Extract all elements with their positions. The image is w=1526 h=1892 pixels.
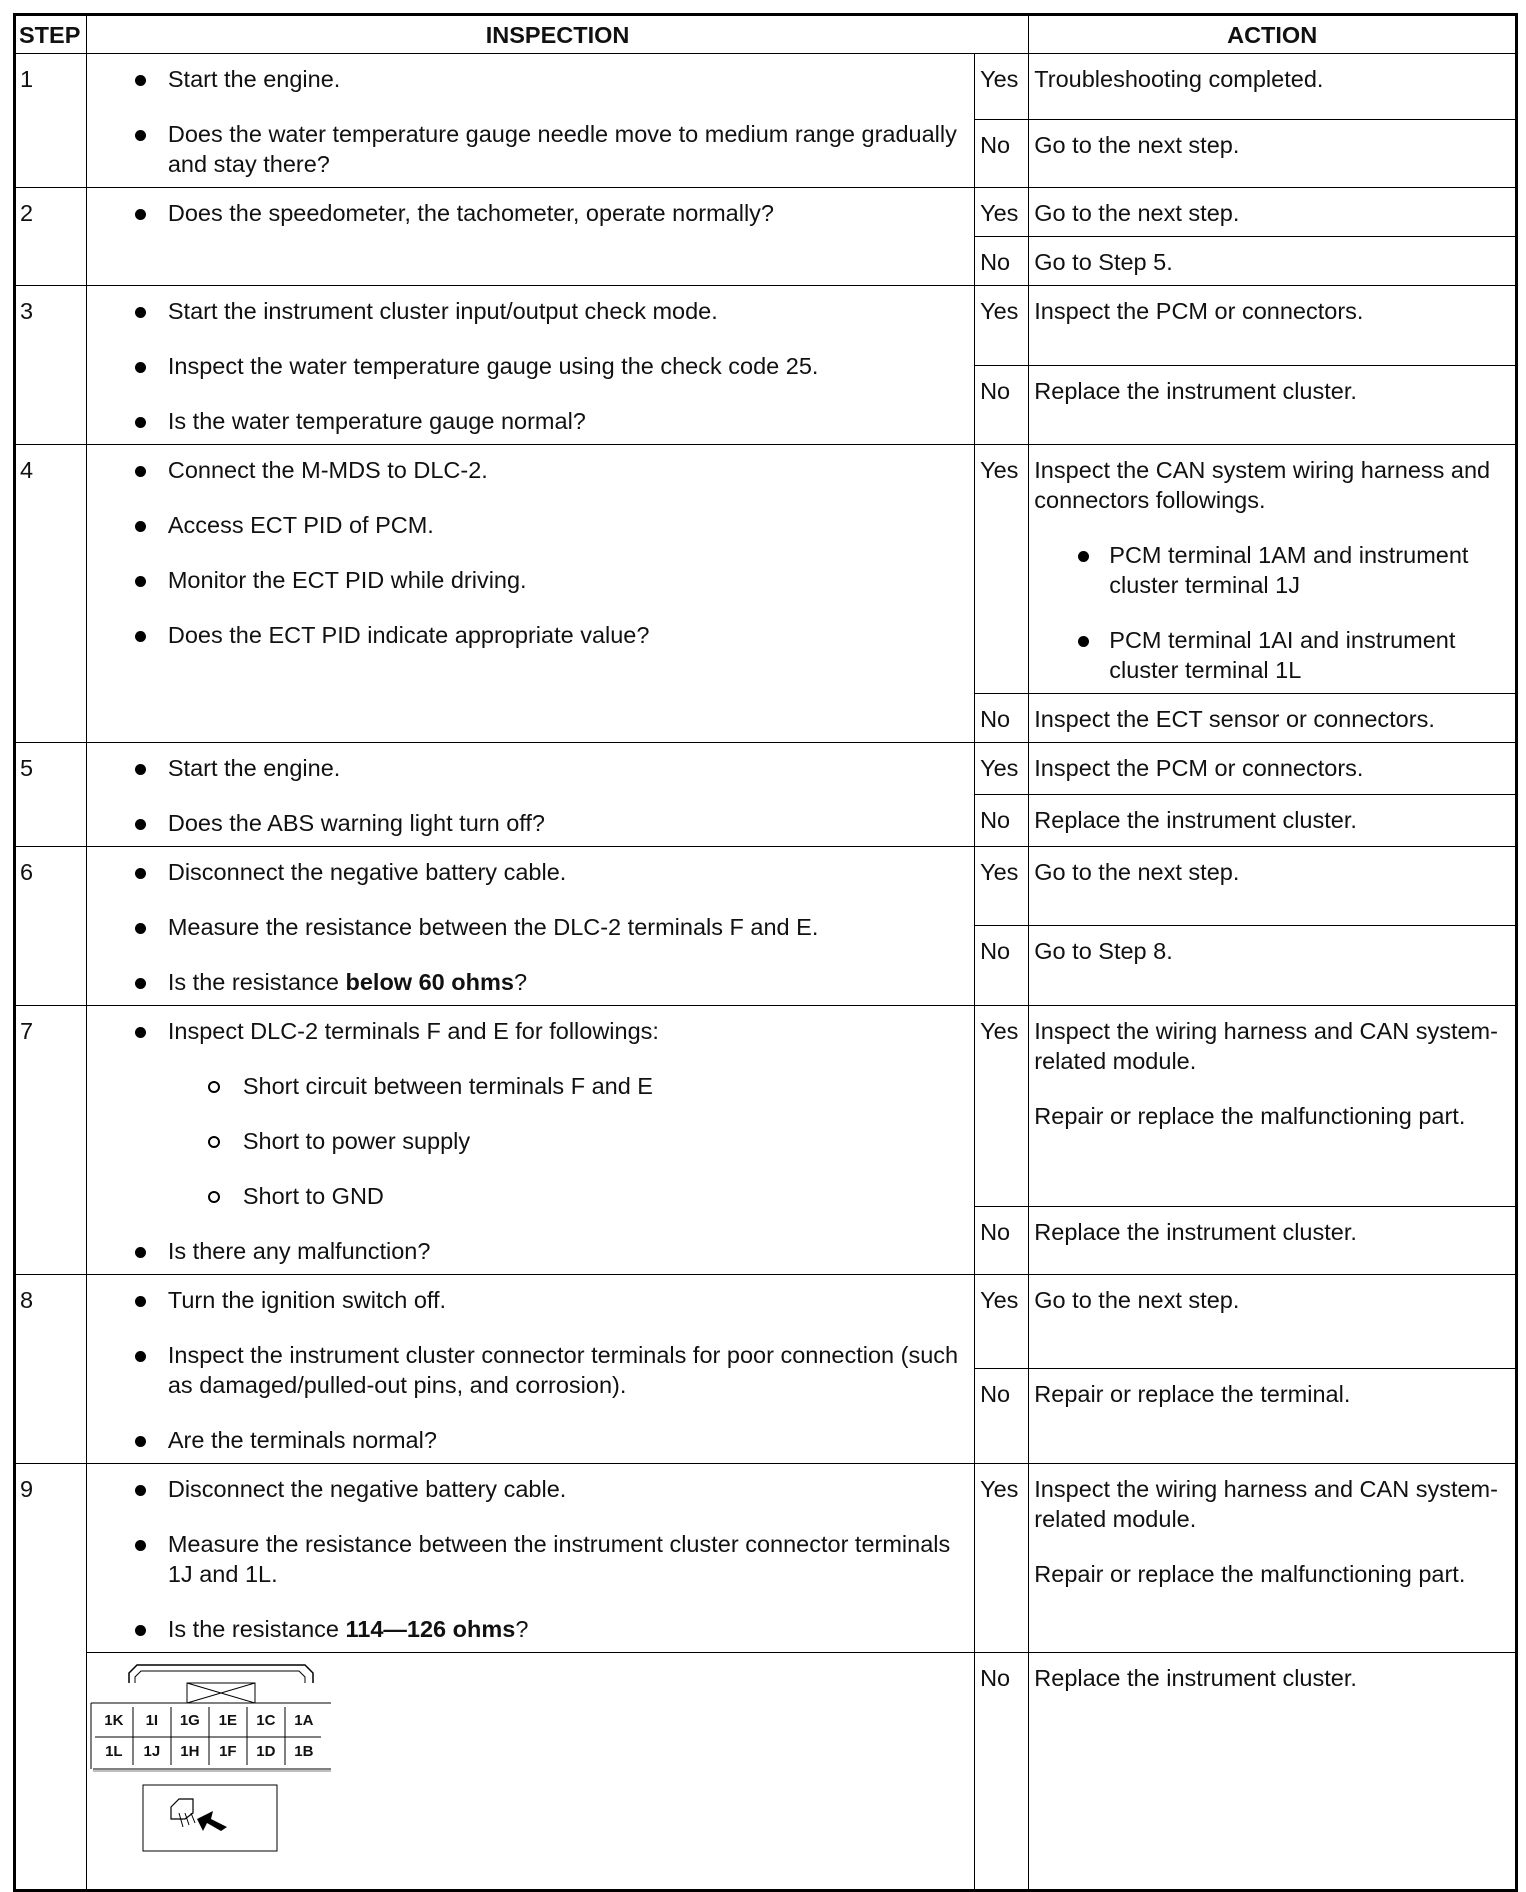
inspection-item: Is the water temperature gauge normal?: [87, 406, 964, 436]
step-number: 3: [15, 286, 87, 445]
step-4-yes-row: [15, 445, 1517, 694]
step-9-yes-row: [15, 1464, 1517, 1653]
harness-connector-sketch: [171, 1799, 193, 1819]
connector-terminal: 1A: [294, 1712, 314, 1729]
connector-terminal: 1F: [219, 1743, 237, 1760]
yes-label: Yes: [975, 188, 1029, 237]
yes-label: Yes: [975, 445, 1029, 694]
step-2-inspection: [86, 188, 974, 286]
yes-label: Yes: [975, 54, 1029, 120]
inspection-item: Does the ECT PID indicate appropriate value?: [87, 620, 964, 650]
yes-action-secondary: Repair or replace the malfunctioning part.: [1034, 1561, 1466, 1587]
no-action: Inspect the ECT sensor or connectors.: [1029, 694, 1517, 743]
inspection-item: Inspect DLC-2 terminals F and E for followings:: [87, 1016, 964, 1046]
yes-action: Inspect the PCM or connectors.: [1029, 286, 1517, 366]
step-number: 1: [15, 54, 87, 188]
inspection-item: Does the speedometer, the tachometer, operate normally?: [87, 198, 964, 228]
header-step: STEP: [15, 15, 87, 54]
inspection-question: Is there any malfunction?: [87, 1236, 964, 1266]
no-label: No: [975, 694, 1029, 743]
troubleshooting-document: [13, 13, 1518, 1892]
no-action: Repair or replace the terminal.: [1029, 1368, 1517, 1463]
question-value: 114—126 ohms: [345, 1616, 516, 1642]
header-inspection: INSPECTION: [86, 15, 1028, 54]
yes-action: Inspect the wiring harness and CAN system-related module.: [1034, 1018, 1498, 1074]
step-5-yes-row: [15, 743, 1517, 795]
connector-terminal: 1J: [143, 1743, 161, 1760]
no-label: No: [975, 1368, 1029, 1463]
inspection-question: [87, 1614, 964, 1644]
step-9-no-row: [15, 1653, 1517, 1891]
connector-terminal: 1D: [256, 1743, 276, 1760]
yes-action-cell: [1029, 1464, 1517, 1653]
yes-label: Yes: [975, 847, 1029, 926]
connector-terminal: 1K: [104, 1712, 124, 1729]
inspection-item: Does the water temperature gauge needle move to medium range gradually and stay there?: [87, 119, 964, 179]
inspection-item: Measure the resistance between the instrument cluster connector terminals 1J and 1L.: [87, 1529, 964, 1589]
inspection-item: Disconnect the negative battery cable.: [87, 857, 964, 887]
step-9-inspection: [86, 1464, 974, 1653]
no-label: No: [975, 925, 1029, 1005]
no-label: No: [975, 1653, 1029, 1891]
inspection-item: Disconnect the negative battery cable.: [87, 1474, 964, 1504]
step-7-inspection: [86, 1006, 974, 1275]
step-6-yes-row: [15, 847, 1517, 926]
no-label: No: [975, 237, 1029, 286]
no-action: Replace the instrument cluster.: [1029, 795, 1517, 847]
step-8-inspection: [86, 1275, 974, 1464]
step-number: 7: [15, 1006, 87, 1275]
no-label: No: [975, 120, 1029, 188]
connector-diagram-cell: [86, 1653, 974, 1891]
header-action: ACTION: [1029, 15, 1517, 54]
inspection-subitem: Short circuit between terminals F and E: [87, 1071, 964, 1101]
no-action: Replace the instrument cluster.: [1029, 365, 1517, 445]
yes-action: Inspect the wiring harness and CAN system-related module.: [1034, 1476, 1498, 1532]
yes-action-cell: [1029, 1006, 1517, 1207]
connector-outline: [87, 1653, 347, 1883]
question-text: Is the resistance: [167, 969, 346, 995]
no-action: Replace the instrument cluster.: [1029, 1653, 1517, 1891]
no-label: No: [975, 1206, 1029, 1274]
inspection-question: [87, 967, 964, 997]
yes-label: Yes: [975, 1006, 1029, 1207]
connector-terminal: 1C: [256, 1712, 276, 1729]
step-number: 9: [15, 1464, 87, 1891]
inspection-item: Start the engine.: [87, 64, 964, 94]
inspection-item: Start the engine.: [87, 753, 964, 783]
step-1-inspection: [86, 54, 974, 188]
troubleshooting-table: [13, 13, 1518, 1892]
no-label: No: [975, 795, 1029, 847]
yes-label: Yes: [975, 1464, 1029, 1653]
yes-action-secondary: Repair or replace the malfunctioning part.: [1034, 1103, 1466, 1129]
step-2-yes-row: [15, 188, 1517, 237]
no-action: Go to Step 5.: [1029, 237, 1517, 286]
inspection-item: Does the ABS warning light turn off?: [87, 808, 964, 838]
yes-label: Yes: [975, 1275, 1029, 1369]
question-mark: ?: [513, 969, 528, 995]
inspection-item: Connect the M-MDS to DLC-2.: [87, 455, 964, 485]
question-text: Is the resistance: [167, 1616, 346, 1642]
inspection-item: Inspect the instrument cluster connector terminals for poor connection (such as damaged/pulled-out pins, and corrosion).: [87, 1340, 964, 1400]
inspection-item: Access ECT PID of PCM.: [87, 510, 964, 540]
yes-action-cell: [1029, 445, 1517, 694]
no-label: No: [975, 365, 1029, 445]
connector-terminal: 1E: [218, 1712, 238, 1729]
step-3-inspection: [86, 286, 974, 445]
step-6-inspection: [86, 847, 974, 1006]
inspection-subitem: Short to GND: [87, 1181, 964, 1211]
inspection-item: Inspect the water temperature gauge using the check code 25.: [87, 351, 964, 381]
yes-action: Inspect the PCM or connectors.: [1029, 743, 1517, 795]
step-number: 6: [15, 847, 87, 1006]
inspection-item: Start the instrument cluster input/output check mode.: [87, 296, 964, 326]
step-3-yes-row: [15, 286, 1517, 366]
no-action: Replace the instrument cluster.: [1029, 1206, 1517, 1274]
step-8-yes-row: [15, 1275, 1517, 1369]
step-5-inspection: [86, 743, 974, 847]
step-1-yes-row: [15, 54, 1517, 120]
connector-terminal: 1H: [180, 1743, 200, 1760]
harness-wires: [179, 1813, 195, 1827]
step-number: 5: [15, 743, 87, 847]
yes-action: Go to the next step.: [1029, 847, 1517, 926]
step-number: 8: [15, 1275, 87, 1464]
question-mark: ?: [515, 1616, 529, 1642]
inspection-item: Monitor the ECT PID while driving.: [87, 565, 964, 595]
question-value: below 60 ohms: [345, 969, 514, 995]
connector-terminal: 1L: [105, 1743, 123, 1760]
view-arrow-icon: [197, 1811, 227, 1831]
connector-diagram: [87, 1653, 974, 1883]
header-row: [15, 15, 1517, 54]
action-item: PCM terminal 1AI and instrument cluster terminal 1L: [1034, 625, 1507, 685]
connector-hood: [129, 1665, 313, 1683]
connector-terminal: 1B: [294, 1743, 314, 1760]
step-number: 2: [15, 188, 87, 286]
inspection-subitem: Short to power supply: [87, 1126, 964, 1156]
no-action: Go to the next step.: [1029, 120, 1517, 188]
inspection-item: Measure the resistance between the DLC-2 terminals F and E.: [87, 912, 964, 942]
step-4-inspection: [86, 445, 974, 743]
yes-action: Inspect the CAN system wiring harness and connectors followings.: [1034, 457, 1491, 513]
inspection-item: Are the terminals normal?: [87, 1425, 964, 1455]
step-7-yes-row: [15, 1006, 1517, 1207]
connector-hood-inner: [135, 1671, 305, 1683]
connector-terminal: 1I: [145, 1712, 159, 1729]
yes-action: Troubleshooting completed.: [1029, 54, 1517, 120]
step-number: 4: [15, 445, 87, 743]
connector-terminal: 1G: [179, 1712, 200, 1729]
yes-action: Go to the next step.: [1029, 1275, 1517, 1369]
no-action: Go to Step 8.: [1029, 925, 1517, 1005]
yes-action: Go to the next step.: [1029, 188, 1517, 237]
inspection-item: Turn the ignition switch off.: [87, 1285, 964, 1315]
yes-label: Yes: [975, 286, 1029, 366]
action-item: PCM terminal 1AM and instrument cluster terminal 1J: [1034, 540, 1507, 600]
yes-label: Yes: [975, 743, 1029, 795]
